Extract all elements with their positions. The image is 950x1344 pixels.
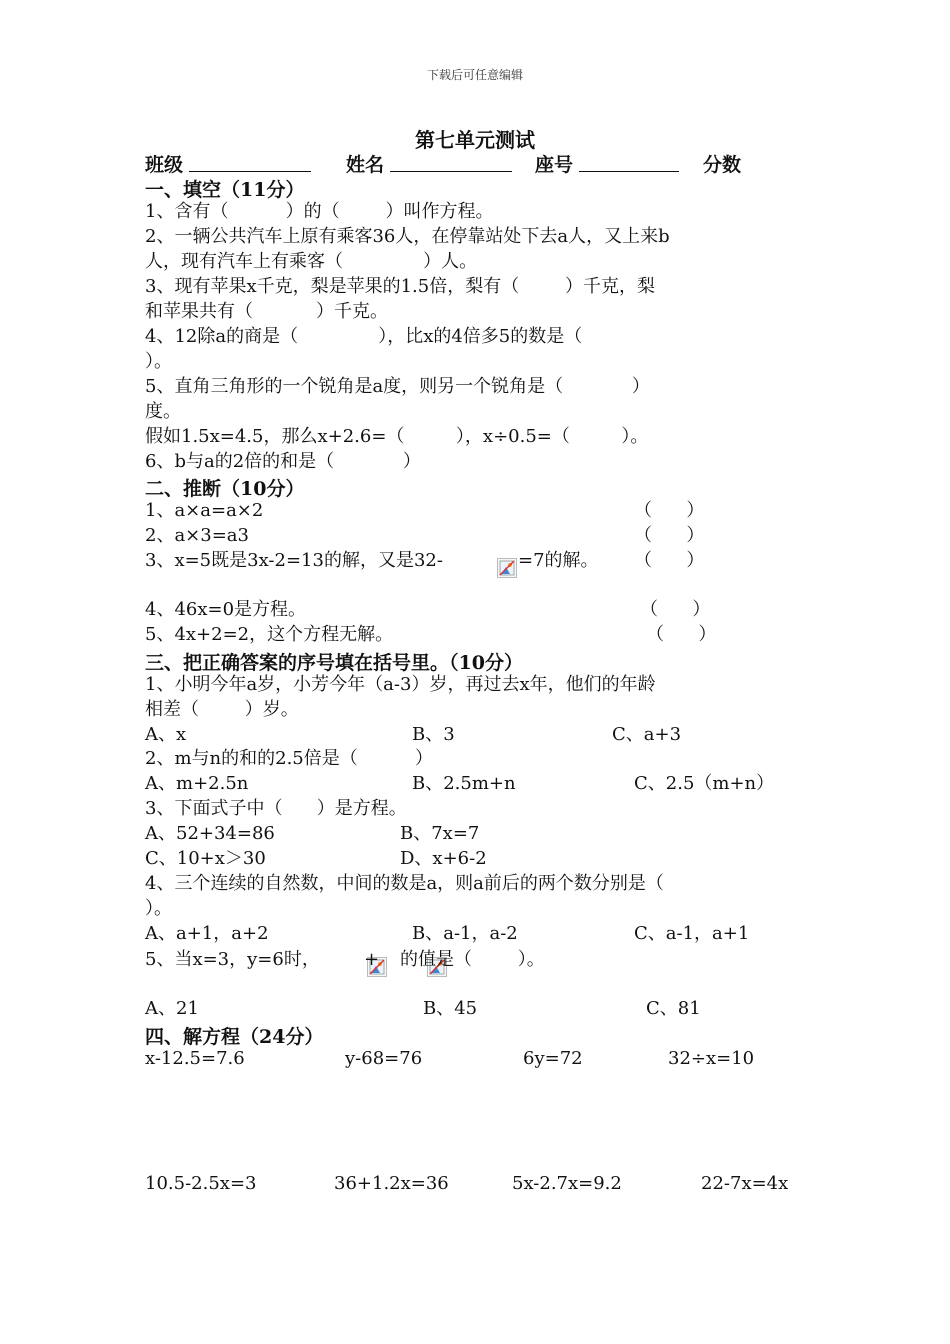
s3-q1-option-b: B、3 [412,724,455,745]
section-2-heading: 二、推断（10分） [145,478,305,500]
s3-q5-part-1: 5、当x=3，y=6时， [145,949,320,970]
equation-5: 10.5-2.5x=3 [145,1173,257,1194]
s3-q5-option-c: C、81 [646,998,701,1019]
score-label: 分数 [703,154,742,176]
s1-line-2: 2、一辆公共汽车上原有乘客36人，在停靠站处下去a人，又上来b [145,226,670,247]
equation-2: y-68=76 [345,1048,423,1069]
equation-6: 36+1.2x=36 [334,1173,449,1194]
s2-paren-1[interactable]: （ ） [634,500,705,521]
s2-item-3a: 3、x=5既是3x-2=13的解，又是32- [145,550,443,571]
equation-1: x-12.5=7.6 [145,1048,245,1069]
seat-label: 座号 [535,154,574,176]
s3-q5-option-a: A、21 [145,998,199,1019]
s3-q1-option-a: A、x [145,724,187,745]
equation-7: 5x-2.7x=9.2 [512,1173,622,1194]
s1-line-6: 4、12除a的商是（ ），比x的4倍多5的数是（ [145,326,583,347]
s3-q2: 2、m与n的和的2.5倍是（ ） [145,748,433,769]
s3-q1-line-1: 1、小明今年a岁，小芳今年（a-3）岁，再过去x年，他们的年龄 [145,674,656,695]
s3-q4-line-1: 4、三个连续的自然数，中间的数是a，则a前后的两个数分别是（ [145,873,664,894]
s1-line-4: 3、现有苹果x千克，梨是苹果的1.5倍，梨有（ ）千克，梨 [145,276,656,297]
equation-3: 6y=72 [523,1048,583,1069]
s2-item-4: 4、46x=0是方程。 [145,599,307,620]
s2-item-3b: =7的解。 [518,550,599,571]
s3-q5-plus: + [364,949,380,970]
page-title: 第七单元测试 [415,128,535,152]
broken-image-icon [497,558,517,578]
s1-line-7: ）。 [145,351,172,372]
s1-line-10: 假如1.5x=4.5，那么x+2.6=（ ），x÷0.5=（ ）。 [145,426,649,447]
s2-paren-5[interactable]: （ ） [646,624,717,645]
s2-paren-2[interactable]: （ ） [634,525,705,546]
s1-line-9: 度。 [145,401,181,422]
s1-line-1: 1、含有（ ）的（ ）叫作方程。 [145,201,494,222]
section-4-heading: 四、解方程（24分） [145,1026,324,1048]
s3-q2-option-c: C、2.5（m+n） [634,773,775,794]
class-blank[interactable] [189,151,311,172]
s3-q4-option-b: B、a-1，a-2 [412,923,518,944]
equation-8: 22-7x=4x [701,1173,789,1194]
s3-q3-option-b: B、7x=7 [400,823,480,844]
s2-paren-4[interactable]: （ ） [640,599,711,620]
equation-4: 32÷x=10 [668,1048,755,1069]
s2-item-2: 2、a×3=a3 [145,525,249,546]
s3-q1-option-c: C、a+3 [612,724,682,745]
s3-q3: 3、下面式子中（ ）是方程。 [145,798,407,819]
s3-q4-option-c: C、a-1，a+1 [634,923,750,944]
s3-q2-option-a: A、m+2.5n [145,773,249,794]
s1-line-8: 5、直角三角形的一个锐角是a度，则另一个锐角是（ ） [145,376,650,397]
section-1-heading: 一、填空（11分） [145,179,305,201]
s1-line-5: 和苹果共有（ ）千克。 [145,301,388,322]
s3-q4-line-2: ）。 [145,898,172,919]
s1-line-11: 6、b与a的2倍的和是（ ） [145,451,421,472]
class-label: 班级 [145,154,184,176]
s3-q5-part-2: 的值是（ ）。 [400,949,545,970]
page-header: 下载后可任意编辑 [426,68,523,82]
s3-q1-line-2: 相差（ ）岁。 [145,699,299,720]
s3-q5-option-b: B、45 [423,998,478,1019]
section-3-heading: 三、把正确答案的序号填在括号里。（10分） [145,652,523,674]
name-blank[interactable] [390,151,512,172]
s1-line-3: 人，现有汽车上有乘客（ ）人。 [145,251,478,272]
s3-q2-option-b: B、2.5m+n [412,773,516,794]
s2-item-1: 1、a×a=a×2 [145,500,264,521]
s2-item-5: 5、4x+2=2，这个方程无解。 [145,624,394,645]
s3-q3-option-a: A、52+34=86 [145,823,275,844]
s3-q4-option-a: A、a+1，a+2 [145,923,269,944]
seat-blank[interactable] [579,151,679,172]
name-label: 姓名 [346,154,385,176]
s3-q3-option-d: D、x+6-2 [400,848,487,869]
s3-q3-option-c: C、10+x＞30 [145,848,266,869]
s2-paren-3[interactable]: （ ） [634,550,705,571]
